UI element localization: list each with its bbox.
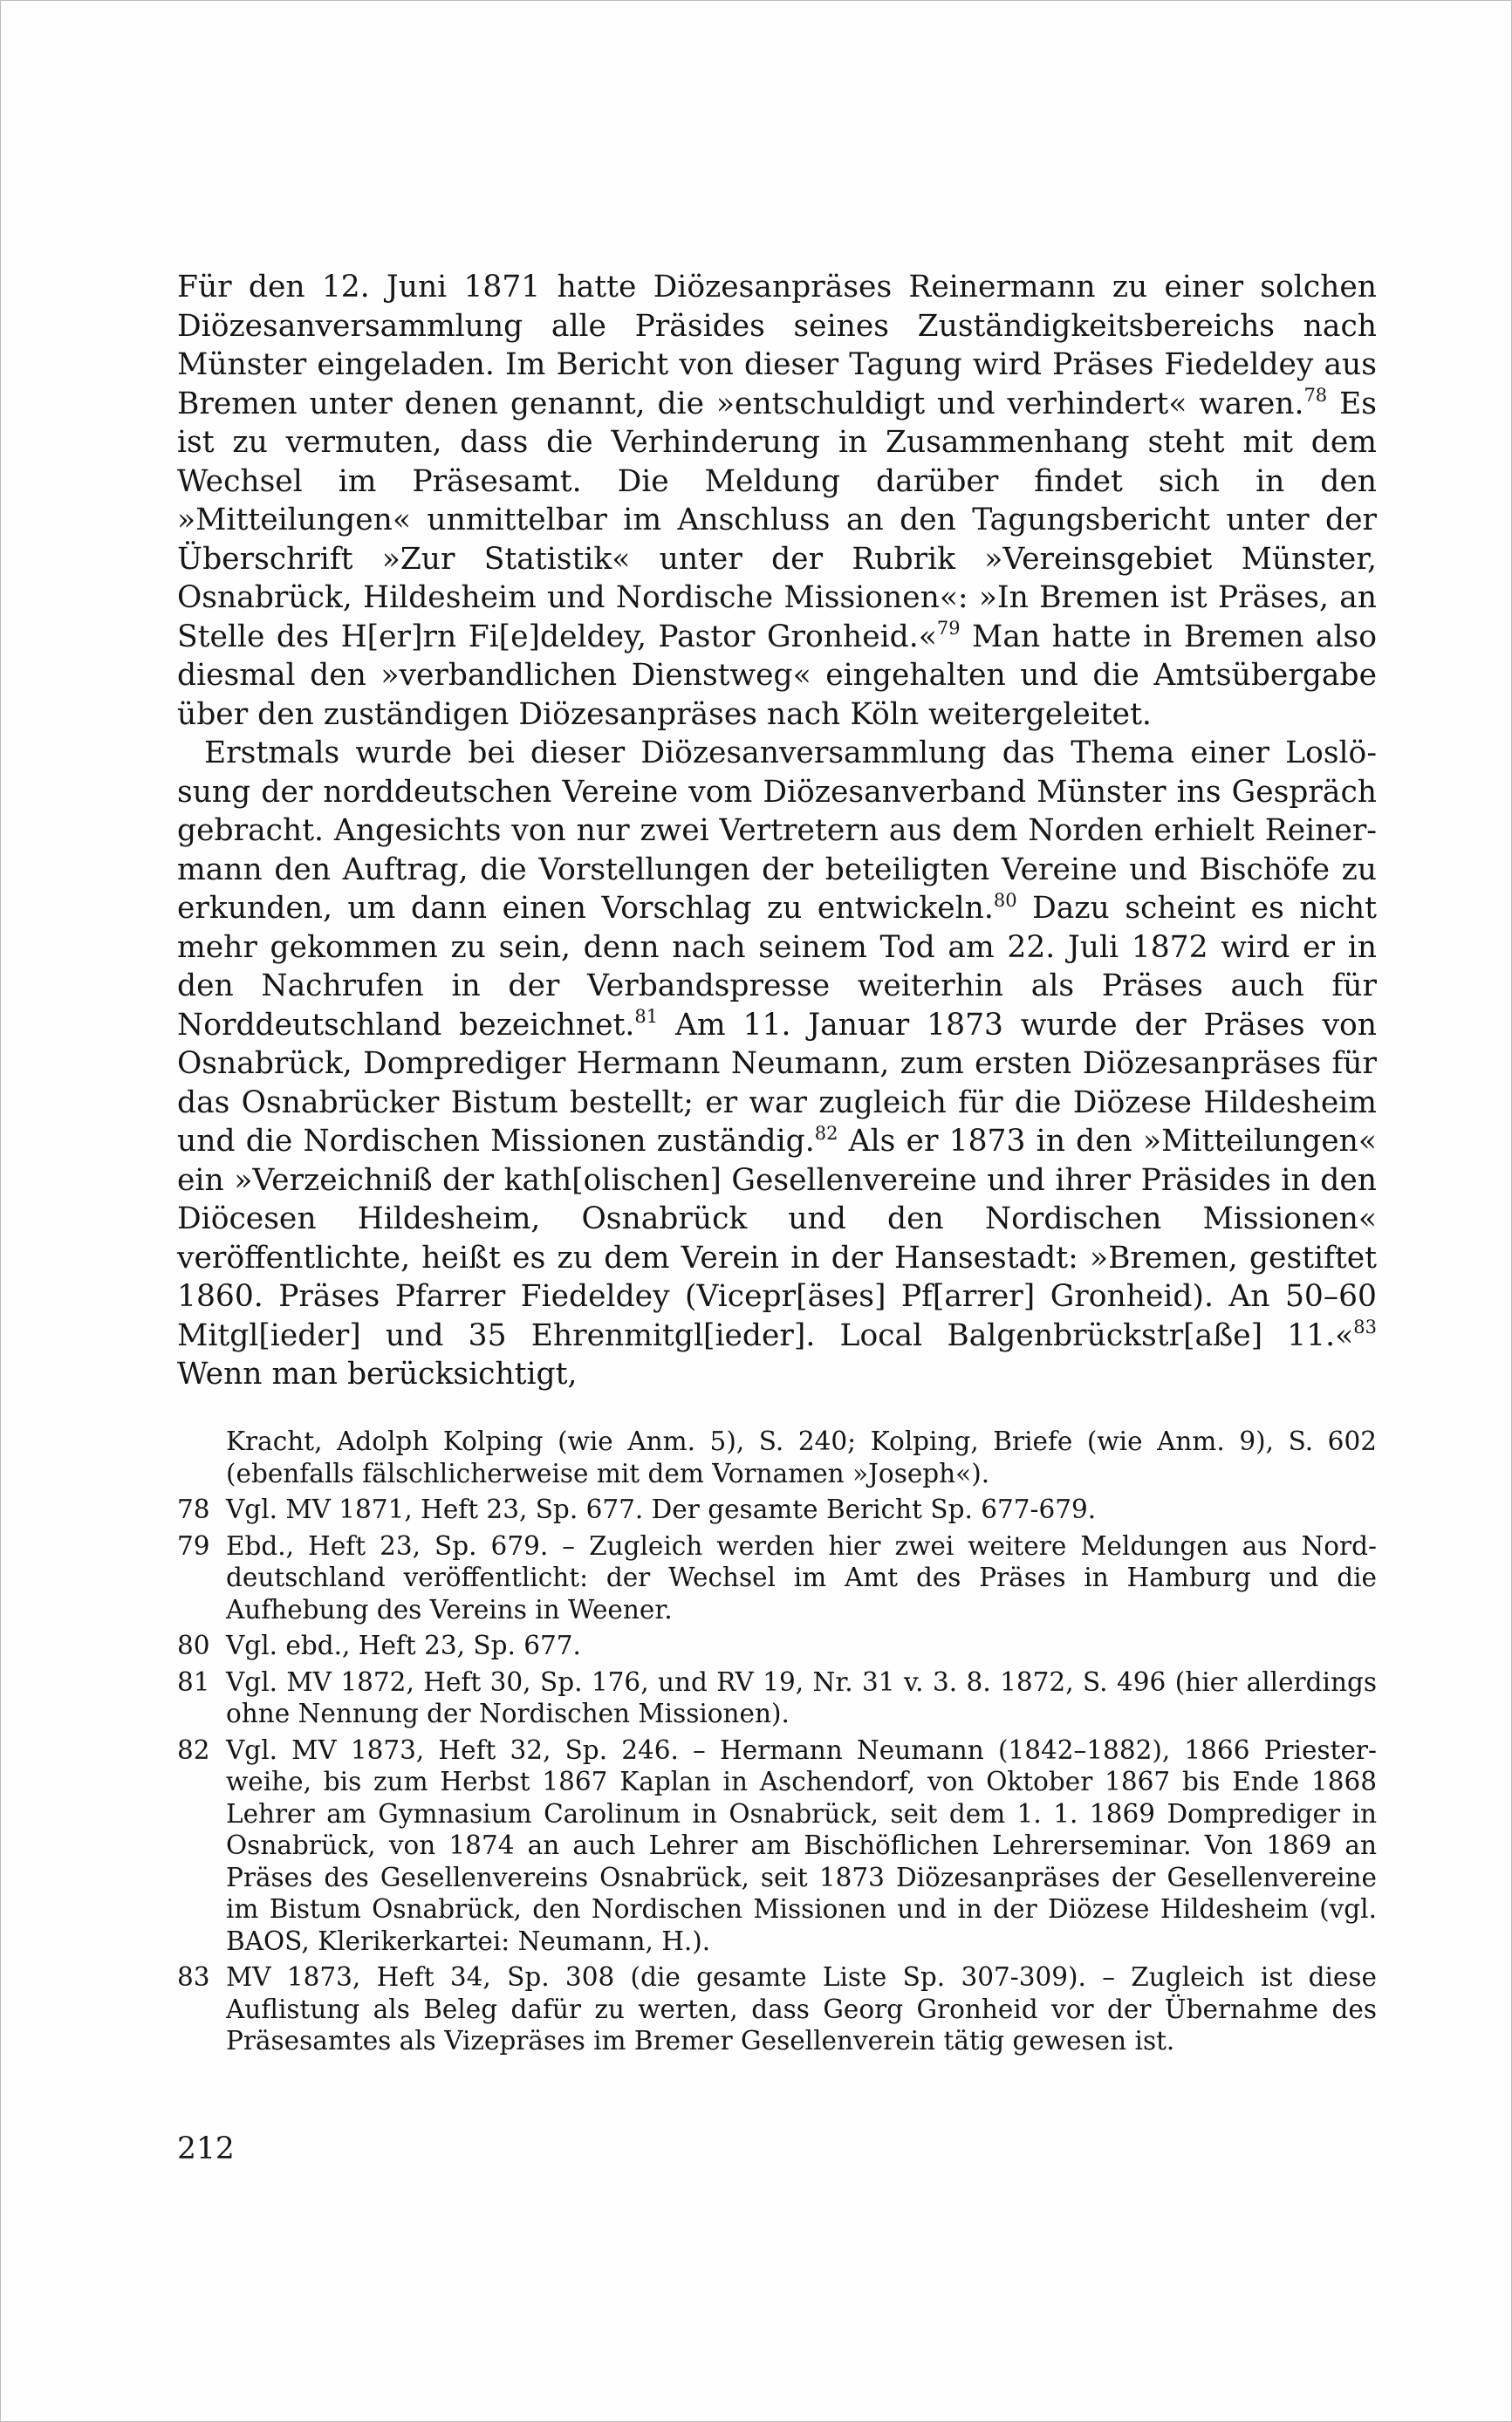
footnote-80: [177, 1630, 1377, 1662]
footnote-text: Vgl. MV 1873, Heft 32, Sp. 246. – Hermann Neumann (1842–1882), 1866 Priesterweihe, bis zum Herbst 1867 Kaplan in Aschendorf, von Oktober 1867 bis Ende 1868 Lehrer am Gymnasium Carolinum in Osnabrück, seit dem 1. 1. 1869 Domprediger in Osnabrück, von 1874 an auch Lehrer am Bischöflichen Lehrerseminar. Von 1869 an Präses des Gesellenvereins Osnabrück, seit 1873 Diözesanpräses der Gesellenvereine im Bistum Osnabrück, den Nordischen Missionen und in der Diözese Hildesheim (vgl. BAOS, Klerikerkartei: Neumann, H.).: [226, 1734, 1377, 1956]
footnote-text: Kracht, Adolph Kolping (wie Anm. 5), S. 240; Kolping, Briefe (wie Anm. 9), S. 602 (ebenfalls fälschlicherweise mit dem Vornamen »Joseph«).: [226, 1427, 1377, 1488]
footnote-number: 78: [177, 1495, 210, 1524]
main-text: [177, 268, 1377, 1394]
footnote-number: 82: [177, 1734, 210, 1765]
footnote-text: Vgl. ebd., Heft 23, Sp. 677.: [226, 1631, 581, 1660]
footnote-83: [177, 1961, 1377, 2057]
footnote-number: 81: [177, 1666, 210, 1697]
footnote-81: [177, 1666, 1377, 1730]
footnote-number: 80: [177, 1631, 210, 1660]
footnote-ref-81: 81: [634, 1006, 659, 1027]
footnote-text: Vgl. MV 1871, Heft 23, Sp. 677. Der gesamte Bericht Sp. 677-679.: [226, 1495, 1097, 1524]
page-number: 212: [177, 2131, 235, 2166]
footnote-continuation: [177, 1426, 1377, 1489]
footnote-ref-83: 83: [1353, 1317, 1377, 1338]
footnote-79: [177, 1530, 1377, 1626]
footnote-ref-80: 80: [993, 889, 1017, 911]
paragraph: Erstmals wurde bei dieser Diözesanversammlung das Thema einer Loslösung der norddeutschen Vereine vom Diözesanverband Münster ins Gespräch gebracht. Angesichts von nur zwei Vertretern aus dem Norden erhielt Reinermann den Auftrag, die Vorstellungen der beteiligten Vereine und Bischöfe zu erkunden, um dann einen Vorschlag zu entwickeln.$^{80}$ Dazu scheint es nicht mehr gekommen zu sein, denn nach seinem Tod am 22. Juli 1872 wird er in den Nachrufen in der Verbandspresse weiterhin als Präses auch für Norddeutschland bezeichnet.$^{81}$ Am 11. Januar 1873 wurde der Präses von Osnabrück, Domprediger Hermann Neumann, zum ersten Diözesanpräses für das Osnabrücker Bistum bestellt; er war zugleich für die Diözese Hildesheim und die Nordischen Missionen zuständig.$^{82}$ Als er 1873 in den »Mitteilungen« ein »Verzeichniß der kath[olischen] Gesellenvereine und ihrer Präsides in den Diöcesen Hildesheim, Osnabrück und den Nordischen Missionen« veröffentlichte, heißt es zu dem Verein in der Hansestadt: »Bremen, gestiftet 1860. Präses Pfarrer Fiedeldey (Vicepr[äses] Pf[arrer] Gronheid). An 50–60 Mitgl[ieder] und 35 Ehrenmitgl[ieder]. Local Balgenbrückstr[aße] 11.«$^{83}$ Wenn man berücksichtigt,: [177, 735, 1377, 1392]
footnote-ref-82: 82: [814, 1122, 838, 1144]
footnotes: [177, 1426, 1377, 2062]
footnote-ref-78: 78: [1303, 385, 1328, 406]
paragraph: Für den 12. Juni 1871 hatte Diözesanpräses Reinermann zu einer solchen Diözesanversammlung alle Präsides seines Zuständigkeitsbereichs nach Münster eingeladen. Im Bericht von dieser Tagung wird Präses Fiedeldey aus Bremen unter denen genannt, die »entschuldigt und verhindert« waren.$^{78}$ Es ist zu vermuten, dass die Verhinderung in Zusammenhang steht mit dem Wechsel im Präsesamt. Die Meldung darüber findet sich in den »Mitteilungen« unmittelbar im Anschluss an den Tagungsbericht unter der Überschrift »Zur Statistik« unter der Rubrik »Vereinsgebiet Münster, Osnabrück, Hildesheim und Nordische Missionen«: »In Bremen ist Präses, an Stelle des H[er]rn Fi[e]deldey, Pastor Gronheid.«$^{79}$ Man hatte in Bremen also diesmal den »verbandlichen Dienstweg« eingehalten und die Amtsübergabe über den zuständigen Diözesanpräses nach Köln weitergeleitet.: [177, 270, 1377, 732]
footnote-number: 79: [177, 1530, 210, 1561]
footnote-ref-79: 79: [936, 618, 961, 639]
footnote-text: MV 1873, Heft 34, Sp. 308 (die gesamte Liste Sp. 307-309). – Zugleich ist diese Auflistung als Beleg dafür zu werten, dass Georg Gronheid vor der Übernahme des Präsesamtes als Vizepräses im Bremer Gesellenverein tätig gewesen ist.: [226, 1962, 1377, 2056]
footnote-82: [177, 1734, 1377, 1958]
footnote-number: 83: [177, 1962, 210, 1992]
footnote-text: Vgl. MV 1872, Heft 30, Sp. 176, und RV 19, Nr. 31 v. 3. 8. 1872, S. 496 (hier allerdings ohne Nennung der Nordischen Missionen).: [226, 1666, 1377, 1728]
footnote-text: Ebd., Heft 23, Sp. 679. – Zugleich werden hier zwei weitere Meldungen aus Norddeutschland veröffentlicht: der Wechsel im Amt des Präses in Hamburg und die Aufhebung des Vereins in Weener.: [226, 1530, 1377, 1625]
footnote-78: [177, 1494, 1377, 1526]
